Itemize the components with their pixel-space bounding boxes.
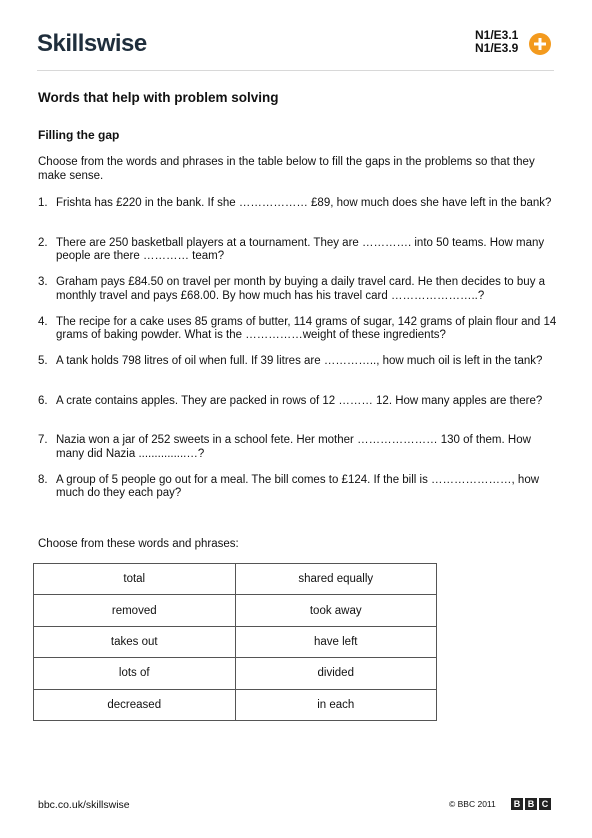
problem-number: 4.: [38, 315, 48, 328]
bbc-logo-letter: C: [539, 798, 551, 810]
level-code-1: N1/E3.1: [475, 28, 519, 42]
table-row: [34, 595, 437, 626]
level-code-2: N1/E3.9: [475, 41, 519, 55]
table-cell: took away: [235, 595, 437, 626]
table-cell: divided: [235, 658, 437, 689]
problem-text: Nazia won a jar of 252 sweets in a school fete. Her mother ………………… 130 of them. How many did Nazia ...............…?: [56, 434, 531, 460]
footer-url-link[interactable]: bbc.co.uk/skillswise: [38, 799, 130, 811]
table-cell: lots of: [34, 658, 236, 689]
problem-text: A tank holds 798 litres of oil when full. If 39 litres are ………….., how much oil is left in the tank?: [56, 355, 543, 367]
word-table-label: Choose from these words and phrases:: [38, 538, 239, 550]
plus-icon: [529, 33, 551, 55]
level-codes: [475, 29, 518, 55]
word-table: [33, 563, 437, 721]
problem-item: [38, 474, 558, 514]
problem-item: [38, 276, 558, 316]
problem-number: 8.: [38, 473, 48, 486]
problem-list: [38, 197, 558, 513]
problem-text: A group of 5 people go out for a meal. The bill comes to £124. If the bill is …………………, how much do they each pay?: [56, 473, 540, 499]
problem-number: 6.: [38, 394, 48, 407]
problem-item: [38, 316, 558, 356]
problem-number: 5.: [38, 355, 48, 367]
table-cell: total: [34, 564, 236, 595]
header-divider: [37, 70, 554, 71]
table-cell: in each: [235, 689, 437, 720]
table-cell: removed: [34, 595, 236, 626]
problem-item: [38, 434, 558, 474]
table-cell: have left: [235, 626, 437, 657]
problem-text: A crate contains apples. They are packed in rows of 12 ……… 12. How many apples are there?: [56, 394, 543, 407]
bbc-logo-letter: B: [511, 798, 523, 810]
section-title: Filling the gap: [38, 128, 120, 142]
problem-text: The recipe for a cake uses 85 grams of butter, 114 grams of sugar, 142 grams of plain flour and 14 grams of baking powder. What is the ……………weight of these ingredients?: [56, 315, 557, 341]
problem-text: Frishta has £220 in the bank. If she ……………… £89, how much does she have left in the bank?: [56, 197, 552, 209]
problem-text: There are 250 basketball players at a tournament. They are …………. into 50 teams. How many people are there ………… team?: [56, 236, 545, 262]
problem-item: [38, 395, 558, 435]
problem-item: [38, 355, 558, 395]
table-cell: decreased: [34, 689, 236, 720]
table-cell: takes out: [34, 626, 236, 657]
table-row: [34, 564, 437, 595]
problem-number: 1.: [38, 197, 48, 209]
table-cell: shared equally: [235, 564, 437, 595]
header: [0, 0, 592, 72]
problem-number: 2.: [38, 236, 48, 249]
table-row: [34, 689, 437, 720]
table-row: [34, 626, 437, 657]
page-title: Words that help with problem solving: [38, 90, 279, 105]
problem-item: [38, 197, 558, 237]
bbc-logo: [511, 798, 551, 810]
table-row: [34, 658, 437, 689]
problem-number: 7.: [38, 434, 48, 446]
problem-item: [38, 237, 558, 277]
problem-number: 3.: [38, 276, 48, 288]
skillswise-logo[interactable]: Skillswise: [37, 30, 147, 57]
bbc-logo-letter: B: [525, 798, 537, 810]
problem-text: Graham pays £84.50 on travel per month by buying a daily travel card. He then decides to buy a monthly travel and pays £68.00. By how much has his travel card …………………..?: [56, 276, 546, 302]
copyright-text: © BBC 2011: [449, 799, 496, 809]
instructions-text: Choose from the words and phrases in the table below to fill the gaps in the problems so that they make sense.: [38, 156, 535, 182]
